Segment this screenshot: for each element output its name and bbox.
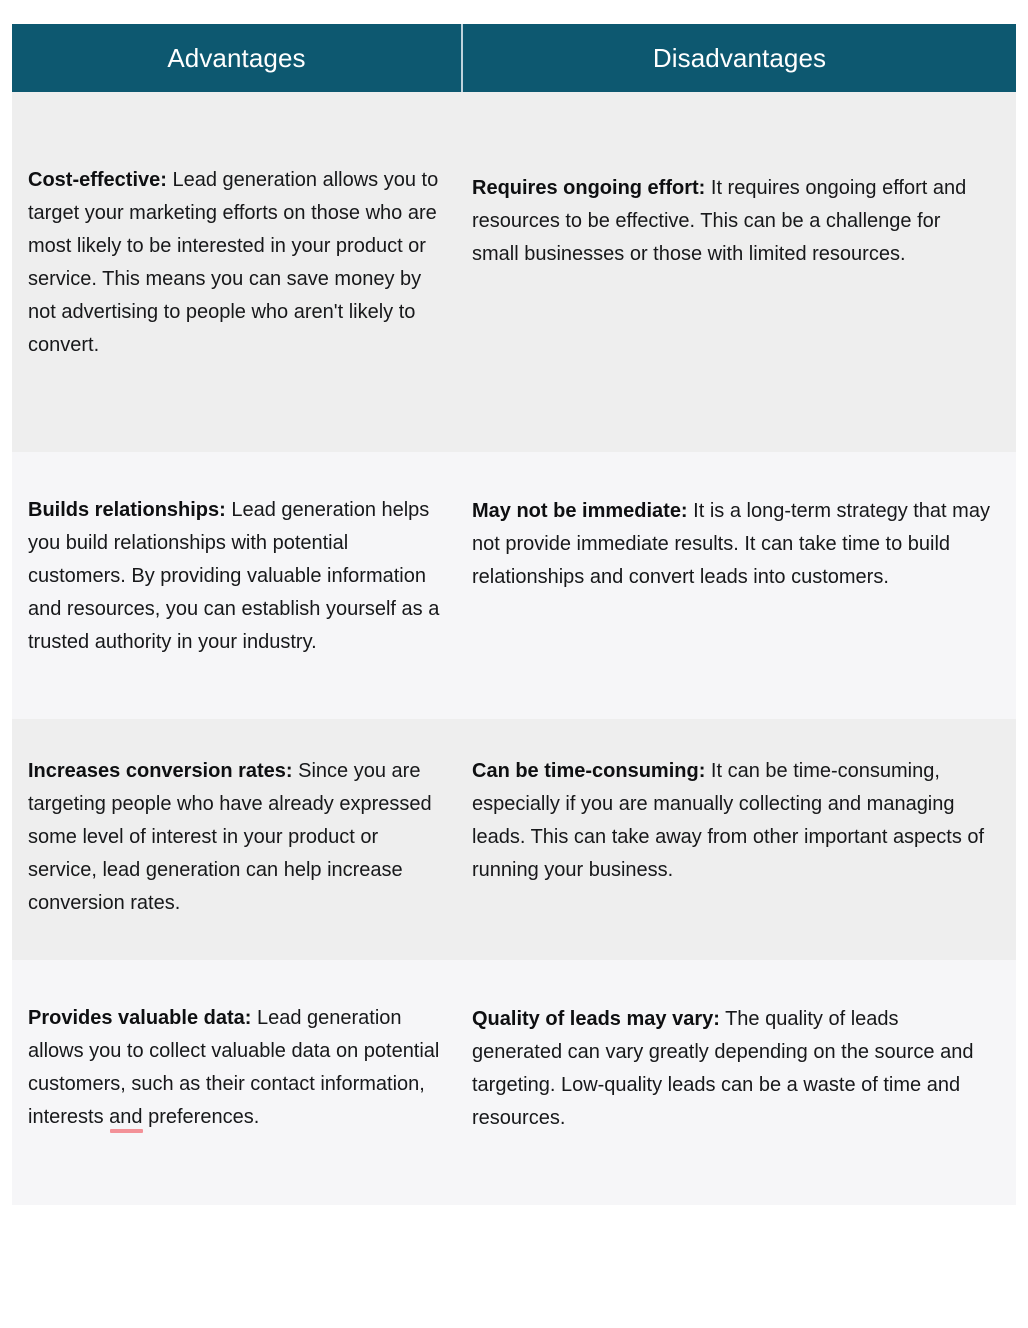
advantage-cell (12, 719, 462, 960)
advantages-disadvantages-table (12, 24, 1016, 1205)
advantage-lead-label: Provides valuable data: (28, 1007, 252, 1029)
advantage-cell (12, 960, 462, 1205)
disadvantage-lead-label: Quality of leads may vary: (472, 1008, 720, 1030)
disadvantage-cell (462, 719, 1016, 960)
table-row (12, 92, 1016, 452)
disadvantage-cell (462, 960, 1016, 1205)
advantage-body-text: Since you are targeting people who have already expressed some level of interest in your product or service, lead generation can help increase conversion rates. (28, 760, 432, 914)
table-row (12, 960, 1016, 1205)
column-header-disadvantages: Disadvantages (462, 24, 1016, 92)
advantage-cell (12, 452, 462, 719)
table-row (12, 452, 1016, 719)
advantage-lead-label: Increases conversion rates: (28, 760, 293, 782)
disadvantage-cell (462, 92, 1016, 452)
advantage-cell (12, 92, 462, 452)
advantage-body-text-after-flag: preferences. (142, 1106, 260, 1128)
column-header-advantages: Advantages (12, 24, 462, 92)
advantage-body-text: Lead generation helps you build relationships with potential customers. By providing valuable information and resources, you can establish yourself as a trusted authority in your industry. (28, 499, 440, 653)
disadvantage-lead-label: Can be time-consuming: (472, 760, 706, 782)
disadvantage-lead-label: Requires ongoing effort: (472, 177, 706, 199)
disadvantage-cell (462, 452, 1016, 719)
disadvantage-body-text: It can be time-consuming, especially if you are manually collecting and managing leads. This can take away from other important aspects of running your business. (472, 760, 985, 881)
disadvantage-lead-label: May not be immediate: (472, 500, 688, 522)
table-body (12, 92, 1016, 1205)
advantage-lead-label: Builds relationships: (28, 499, 226, 521)
advantage-body-text: Lead generation allows you to target your marketing efforts on those who are most likely to be interested in your product or service. This means you can save money by not advertising to people who aren't likely to convert. (28, 169, 439, 356)
advantage-body-text-before-flag: Lead generation allows you to collect valuable data on potential customers, such as their contact information, interests (28, 1007, 440, 1128)
grammar-flagged-word[interactable]: and (109, 1101, 142, 1134)
table-header (12, 24, 1016, 92)
advantage-lead-label: Cost-effective: (28, 169, 167, 191)
header-row (12, 24, 1016, 92)
disadvantage-body-text: It is a long-term strategy that may not provide immediate results. It can take time to build relationships and convert leads into customers. (472, 500, 990, 588)
disadvantage-body-text: The quality of leads generated can vary greatly depending on the source and targeting. Low-quality leads can be a waste of time and resources. (472, 1008, 974, 1129)
table-row (12, 719, 1016, 960)
disadvantage-body-text: It requires ongoing effort and resources to be effective. This can be a challenge for small businesses or those with limited resources. (472, 177, 967, 265)
